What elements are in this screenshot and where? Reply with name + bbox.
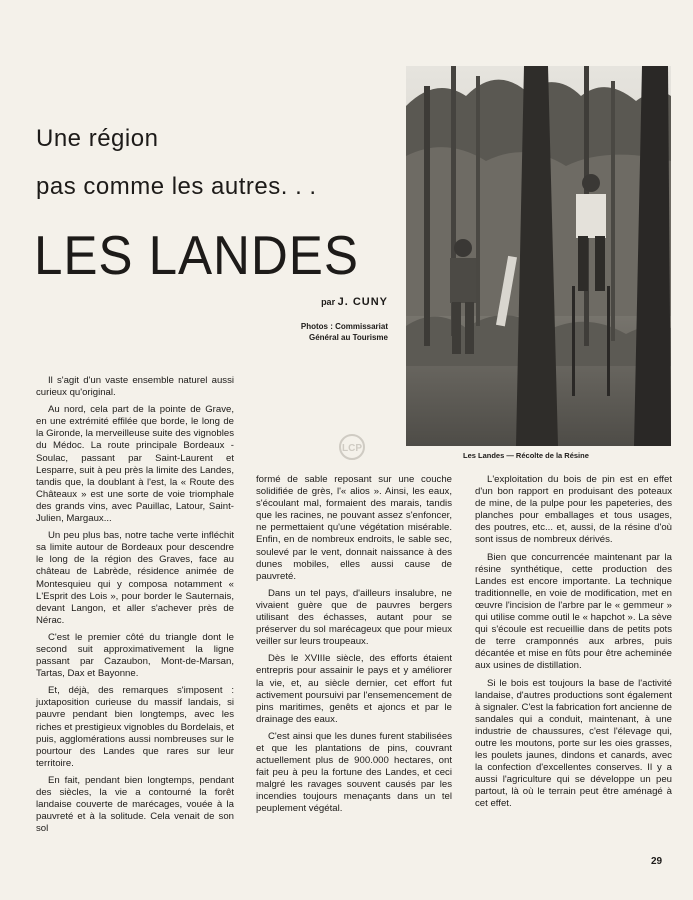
byline	[270, 296, 388, 308]
paragraph: En fait, pendant bien longtemps, pendant des siècles, la vie a contourné la forêt landaise couverte de marécages, vouée à la pauvreté et à la solitude. Cela venait de son sol	[36, 774, 234, 835]
photo-credits	[260, 321, 388, 343]
credits-line-2: Général au Tourisme	[309, 333, 388, 342]
lcp-stamp	[334, 433, 370, 461]
paragraph: formé de sable reposant sur une couche solidifiée de grès, l'« alios ». Ainsi, les eaux, s'écoulant mal, formaient des marais, tandis que les racines, ne pouvant assez s'enfoncer, ne permettaient qu'une végétation misérable. Enfin, en de nombreux endroits, le sable sec, soulevé par le vent, donnait naissance à des dunes mobiles, elles aussi cause de pauvreté.	[256, 474, 452, 582]
paragraph: Il s'agit d'un vaste ensemble naturel aussi curieux qu'original.	[36, 375, 234, 399]
article-column-3	[475, 474, 672, 816]
article-column-2	[256, 474, 452, 821]
stamp-text: LCP	[342, 443, 362, 454]
paragraph: Un peu plus bas, notre tache verte infléchit sa limite autour de Bordeaux pour descendre le long de la région des Graves, face au château de Labrède, résidence animée de Montesquieu qui y composa notamment « L'Esprit des Lois », pour border le Sauternais, devant Langon, et aller s'achever près de Nérac.	[36, 530, 234, 626]
paragraph: Et, déjà, des remarques s'imposent : juxtaposition curieuse du massif landais, si pauvre pendant bien longtemps, avec les riches et prestigieux vignobles du Bordelais, et puis, agglomérations aussi nombreuses sur le pourtour des Landes que rares sur leur territoire.	[36, 685, 234, 769]
paragraph: L'exploitation du bois de pin est en effet d'un bon rapport en produisant des poteaux de mine, de la pulpe pour les papeteries, des planches pour emballages et tous usages, des poutres, etc... et, aussi, de la résine d'où sont issus de nombreux dérivés.	[475, 474, 672, 546]
paragraph: Dès le XVIIIe siècle, des efforts étaient entrepris pour assainir le pays et y améliorer la vie, et, au siècle dernier, cet effort fut activement poursuivi par l'ensemencement de pins maritimes, genêts et ajoncs et par le drainage des eaux.	[256, 653, 452, 725]
photo-caption: Les Landes — Récolte de la Résine	[463, 451, 589, 460]
page-number: 29	[651, 856, 663, 867]
author-name: J. CUNY	[337, 296, 388, 308]
paragraph: C'est ainsi que les dunes furent stabilisées et que les plantations de pins, couvrant actuellement plus de 900.000 hectares, ont fait peu à peu la fortune des Landes, et ceci malgré les ravages souvent causés par les incendies toujours menaçants dans un tel peuplement végétal.	[256, 730, 452, 815]
kicker-line-1: Une région	[36, 125, 159, 152]
credits-line-1: Photos : Commissariat	[300, 322, 388, 331]
paragraph: Dans un tel pays, d'ailleurs insalubre, ne vivaient guère que de pauvres bergers utilisant des échasses, autant pour se préserver du sol marécageux que pour mieux veiller sur leurs troupeaux.	[256, 587, 452, 648]
paragraph: Si le bois est toujours la base de l'activité landaise, d'autres productions sont également à signaler. C'est la fabrication fort ancienne de sandales qui a conduit, maintenant, à une industrie de chaussures, c'est l'élevage qui, outre les moutons, porte sur les oies grasses, les poulets jaunes, dindons et canards, avec la confection d'excellentes conserves. Il y a aussi l'agriculture qui se développe un peu partout, là où le terrain peut être aménagé à cet effet.	[475, 677, 672, 810]
kicker-line-2: pas comme les autres. . .	[36, 173, 317, 200]
paragraph: Bien que concurrencée maintenant par la résine synthétique, cette production des Landes est encore importante. La technique traditionnelle, en voie de modification, met en œuvre l'incision de l'arbre par le « gemmeur » qui utilise comme outil le « hapchot ». La sève qui s'écoule est recueillie dans de petits pots de terre cramponnés aux arbres, puis décantée et mise en fûts pour être acheminée aux usines de distillation.	[475, 551, 672, 672]
byline-prefix: par	[321, 297, 336, 307]
paragraph: C'est le premier côté du triangle dont le second suit approximativement la ligne passant par Cazaubon, Mont-de-Marsan, Tartas, Dax et Bayonne.	[36, 631, 234, 680]
resin-harvest-photo	[406, 66, 671, 446]
article-column-1	[36, 375, 234, 840]
article-title: LES LANDES	[34, 224, 359, 286]
paragraph: Au nord, cela part de la pointe de Grave, en une extrémité effilée que borde, le long de la Gironde, la merveilleuse suite des vignobles du Médoc. La route principale Bordeaux - Soulac, passant par Saint-Laurent et Lesparre, suit à peu près la limite des Landes, tandis que, la doublant à l'est, la « Route des Châteaux » est une sorte de voie triomphale des grands vins, avec Pauillac, Latour, Saint-Julien, Margaux...	[36, 404, 234, 525]
